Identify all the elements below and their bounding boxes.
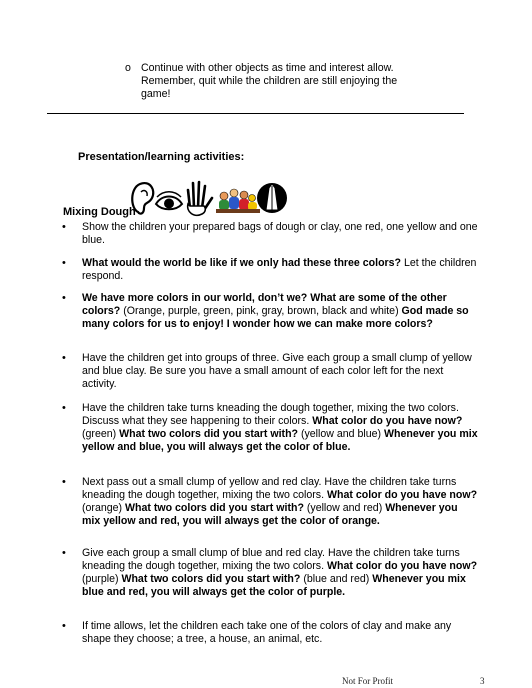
bullet-marker: •: [62, 402, 66, 414]
text-segment: (purple): [82, 573, 122, 585]
text-segment: (yellow and red): [303, 502, 386, 514]
bullet-text: [82, 402, 478, 454]
bullet-marker: •: [62, 352, 66, 364]
text-segment: (yellow and blue): [298, 428, 384, 440]
bullet-text: [82, 547, 478, 599]
bold-question: We have more colors in our world, don’t we? What are some of the other colors?: [82, 292, 447, 317]
praying-hands-icon: [257, 183, 287, 213]
bullet-marker: •: [62, 257, 66, 269]
bold-question: God made so many colors for us to enjoy! I wonder how we can make more colors?: [82, 305, 469, 330]
footer-text: Not For Profit: [342, 676, 394, 686]
senses-icons: [128, 178, 288, 220]
text-segment: (orange): [82, 502, 125, 514]
bold-question: What two colors did you start with?: [125, 502, 304, 514]
text-segment: Give each group a small clump of blue and red clay. Have the children take turns kneading the dough together, mixing the two colors.: [82, 547, 460, 572]
bold-question: What two colors did you start with?: [119, 428, 299, 440]
text-segment: If time allows, let the children each take one of the colors of clay and make any shape they choose; a tree, a house, an animal, etc.: [82, 620, 452, 645]
bullet-marker: •: [62, 221, 66, 233]
text-segment: Let the children respond.: [82, 257, 477, 282]
presentation-heading: Presentation/learning activities:: [78, 151, 245, 163]
text-segment: (green): [82, 428, 120, 440]
sub-bullet-marker: o: [125, 62, 131, 74]
group-of-children-icon: [216, 189, 260, 213]
bold-question: What two colors did you start with?: [121, 573, 301, 585]
text-segment: Show the children your prepared bags of dough or clay, one red, one yellow and one blue.: [82, 221, 478, 246]
bullet-text: [82, 221, 478, 247]
mixing-dough-title: Mixing Dough: [63, 206, 136, 218]
text-segment: Have the children take turns kneading the dough together, mixing the two colors. Discuss what they see happening to their colors.: [82, 402, 459, 427]
bold-question: Whenever you mix yellow and blue, you will always get the color of blue.: [82, 428, 478, 453]
ear-icon: [132, 183, 153, 214]
bullet-text: [82, 620, 478, 646]
text-segment: (blue and red): [300, 573, 373, 585]
bold-question: What would the world be like if we only had these three colors?: [82, 257, 402, 269]
bullet-text: [82, 352, 478, 391]
bullet-text: [82, 292, 478, 331]
sub-bullet-text: Continue with other objects as time and interest allow. Remember, quit while the children are still enjoying the game!: [141, 62, 398, 100]
text-segment: Next pass out a small clump of yellow and red clay. Have the children take turns kneading the dough together, mixing the two colors.: [82, 476, 457, 501]
bold-question: Whenever you mix blue and red, you will always get the color of purple.: [82, 573, 466, 598]
bold-question: Whenever you mix yellow and red, you will always get the color of orange.: [82, 502, 458, 527]
bullet-marker: •: [62, 292, 66, 304]
bullet-marker: •: [62, 476, 66, 488]
bold-question: What color do you have now?: [327, 560, 478, 572]
bold-question: What color do you have now?: [312, 415, 463, 427]
text-segment: (Orange, purple, green, pink, gray, brown, black and white): [120, 305, 402, 317]
bullet-marker: •: [62, 547, 66, 559]
bullet-text: [82, 257, 478, 283]
bold-question: What color do you have now?: [327, 489, 478, 501]
bullet-text: [82, 476, 478, 528]
section-divider: [47, 113, 464, 114]
eye-icon: [156, 192, 182, 210]
page-number: 3: [480, 676, 485, 686]
bullet-marker: •: [62, 620, 66, 632]
hand-icon: [188, 182, 212, 215]
text-segment: Have the children get into groups of three. Give each group a small clump of yellow and blue clay. Be sure you have a small amount of each color left for the next activity.: [82, 352, 472, 390]
